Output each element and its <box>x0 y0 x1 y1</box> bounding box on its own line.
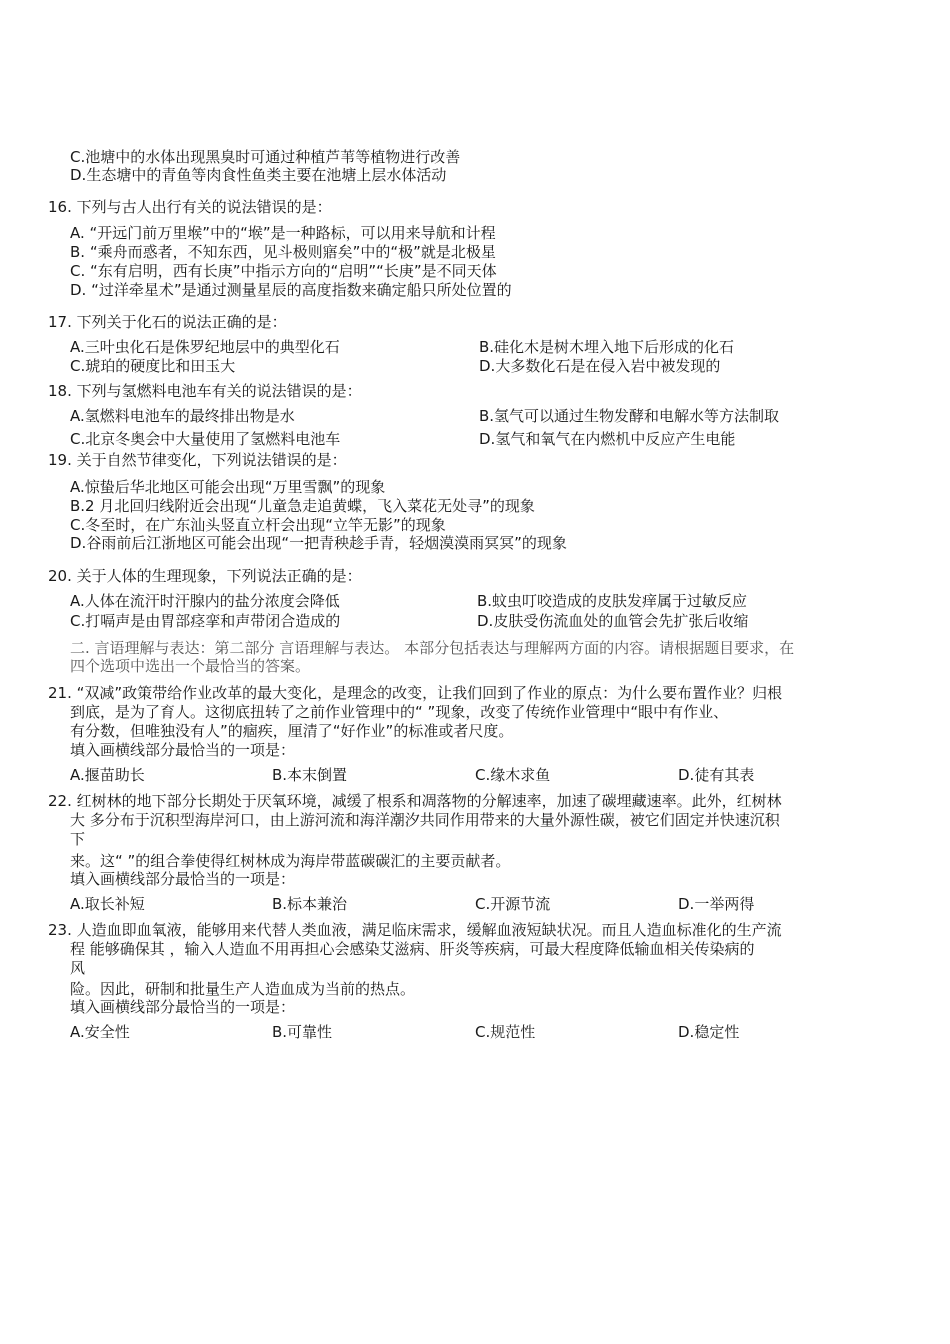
q18-stem: 18. 下列与氢燃料电池车有关的说法错误的是： <box>48 382 362 400</box>
q18-option-a: A.氢燃料电池车的最终排出物是水 <box>70 407 295 425</box>
q23-prompt: 填入画横线部分最恰当的一项是： <box>70 998 296 1016</box>
q16-option-a: A. “开远门前万里堠”中的“堠”是一种路标，可以用来导航和计程 <box>70 224 496 242</box>
q21-option-a: A.揠苗助长 <box>70 766 145 784</box>
q23-line3: 风 <box>70 959 86 977</box>
q21-line3: 有分数，但唯独没有人”的痼疾，厘清了“好作业”的标准或者尺度。 <box>70 722 514 740</box>
q19-option-c: C.冬至时，在广东汕头竖直立杆会出现“立竿无影”的现象 <box>70 516 446 534</box>
q19-stem: 19. 关于自然节律变化，下列说法错误的是： <box>48 451 347 469</box>
q22-line3: 下 <box>70 830 86 848</box>
q19-option-a: A.惊蛰后华北地区可能会出现“万里雪飘”的现象 <box>70 478 386 496</box>
q20-option-a: A.人体在流汗时汗腺内的盐分浓度会降低 <box>70 592 340 610</box>
q21-prompt: 填入画横线部分最恰当的一项是： <box>70 741 296 759</box>
q16-stem: 16. 下列与古人出行有关的说法错误的是： <box>48 198 332 216</box>
q21-line2: 到底，是为了育人。这彻底扭转了之前作业管理中的“ ”现象，改变了传统作业管理中“眼中有作业、 <box>70 703 729 721</box>
q23-option-a: A.安全性 <box>70 1023 130 1041</box>
q21-line1: 21. “双减”政策带给作业改革的最大变化，是理念的改变，让我们回到了作业的原点：为什么要布置作业？归根 <box>48 684 783 702</box>
q17-stem: 17. 下列关于化石的说法正确的是： <box>48 313 287 331</box>
q19-option-d: D.谷雨前后江浙地区可能会出现“一把青秧趁手青，轻烟漠漠雨冥冥”的现象 <box>70 534 567 552</box>
q18-option-d: D.氢气和氧气在内燃机中反应产生电能 <box>479 430 736 448</box>
q20-option-c: C.打嗝声是由胃部痉挛和声带闭合造成的 <box>70 612 341 630</box>
q22-option-d: D.一举两得 <box>678 895 755 913</box>
q16-option-b: B. “乘舟而惑者，不知东西，见斗极则寤矣”中的“极”就是北极星 <box>70 243 496 261</box>
q21-option-d: D.徒有其表 <box>678 766 755 784</box>
q20-stem: 20. 关于人体的生理现象，下列说法正确的是： <box>48 567 362 585</box>
q17-option-b: B.硅化木是树木埋入地下后形成的化石 <box>479 338 735 356</box>
q16-option-c: C. “东有启明，西有长庚”中指示方向的“启明”“长庚”是不同天体 <box>70 262 497 280</box>
q22-option-b: B.标本兼治 <box>272 895 348 913</box>
q15-option-c: C.池塘中的水体出现黑臭时可通过种植芦苇等植物进行改善 <box>70 148 461 166</box>
q22-line2: 大 多分布于沉积型海岸河口，由上游河流和海洋潮汐共同作用带来的大量外源性碳，被它们固定并快速沉积 <box>70 811 780 829</box>
q22-option-c: C.开源节流 <box>475 895 551 913</box>
q22-line4: 来。这“ ”的组合拳使得红树林成为海岸带蓝碳碳汇的主要贡献者。 <box>70 852 511 870</box>
q23-line1: 23. 人造血即血氧液，能够用来代替人类血液，满足临床需求，缓解血液短缺状况。而且人造血标准化的生产流 <box>48 921 782 939</box>
q17-option-c: C.琥珀的硬度比和田玉大 <box>70 357 236 375</box>
q22-option-a: A.取长补短 <box>70 895 145 913</box>
q23-option-d: D.稳定性 <box>678 1023 740 1041</box>
q18-option-c: C.北京冬奥会中大量使用了氢燃料电池车 <box>70 430 341 448</box>
q23-line2: 程 能够确保其 ，输入人造血不用再担心会感染艾滋病、肝炎等疾病，可最大程度降低输血相关传染病的 <box>70 940 755 958</box>
q21-option-b: B.本末倒置 <box>272 766 348 784</box>
q22-prompt: 填入画横线部分最恰当的一项是： <box>70 870 296 888</box>
section2-intro-line1: 二. 言语理解与表达：第二部分 言语理解与表达。 本部分包括表达与理解两方面的内容。请根据题目要求，在 <box>70 639 795 657</box>
q23-option-b: B.可靠性 <box>272 1023 333 1041</box>
q20-option-b: B.蚊虫叮咬造成的皮肤发痒属于过敏反应 <box>477 592 748 610</box>
q23-option-c: C.规范性 <box>475 1023 536 1041</box>
q19-option-b: B.2 月北回归线附近会出现“儿童急走追黄蝶，飞入菜花无处寻”的现象 <box>70 497 535 515</box>
q17-option-d: D.大多数化石是在侵入岩中被发现的 <box>479 357 721 375</box>
q21-option-c: C.缘木求鱼 <box>475 766 551 784</box>
q22-line1: 22. 红树林的地下部分长期处于厌氧环境，减缓了根系和凋落物的分解速率，加速了碳埋藏速率。此外，红树林 <box>48 792 782 810</box>
q23-line4: 险。因此，研制和批量生产人造血成为当前的热点。 <box>70 980 416 998</box>
q15-option-d: D.生态塘中的青鱼等肉食性鱼类主要在池塘上层水体活动 <box>70 166 447 184</box>
q17-option-a: A.三叶虫化石是侏罗纪地层中的典型化石 <box>70 338 340 356</box>
section2-intro-line2: 四个选项中选出一个最恰当的答案。 <box>70 657 311 675</box>
q16-option-d: D. “过洋牵星术”是通过测量星辰的高度指数来确定船只所处位置的 <box>70 281 512 299</box>
q18-option-b: B.氢气可以通过生物发酵和电解水等方法制取 <box>479 407 780 425</box>
q20-option-d: D.皮肤受伤流血处的血管会先扩张后收缩 <box>477 612 749 630</box>
